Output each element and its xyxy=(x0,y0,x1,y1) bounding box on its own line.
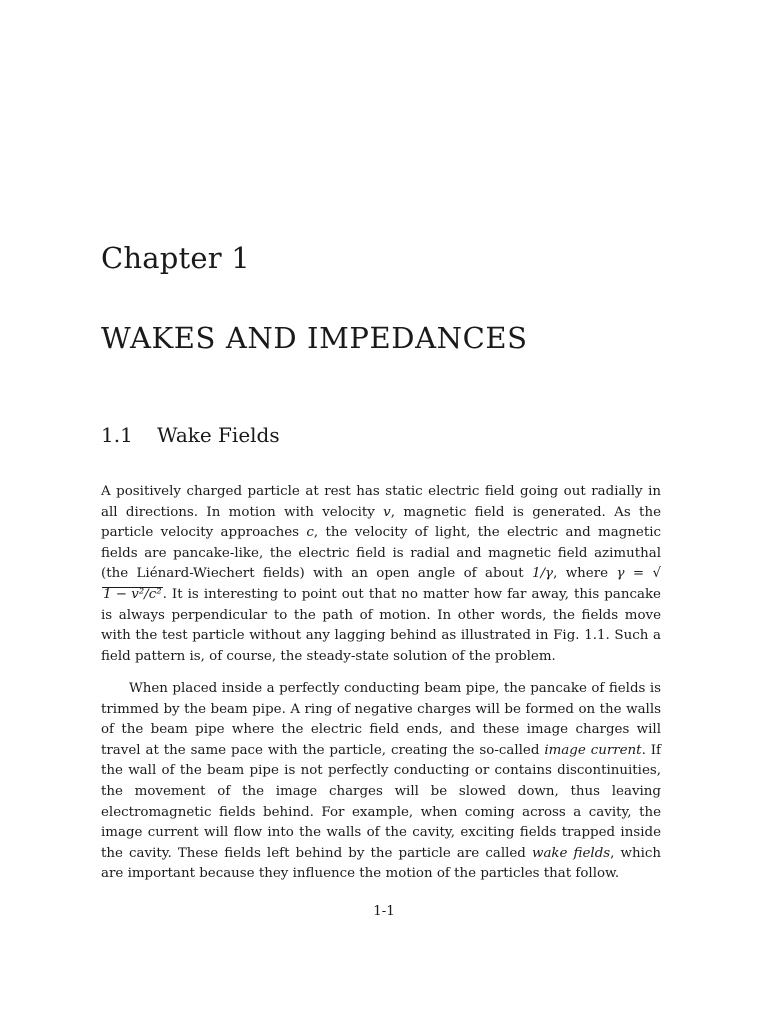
radical-sign: √ xyxy=(652,566,661,582)
image-current-term: image current xyxy=(544,742,642,758)
p2-text-3: , which are important because they influence the motion of the particles that follow. xyxy=(101,845,661,882)
velocity-symbol: v xyxy=(383,504,391,520)
paragraph-2 xyxy=(101,679,661,885)
section-heading xyxy=(101,420,280,450)
p1-text-1: A positively charged particle at rest has static electric field going out radially in all directions. In motion with velocity xyxy=(101,484,661,520)
chapter-title: WAKES AND IMPEDANCES xyxy=(101,321,528,355)
p2-text-1: When placed inside a perfectly conducting beam pipe, the pancake of fields is trimmed by the beam pipe. A ring of negative charges will be formed on the walls of the beam pipe where the electric field ends, and these image charges will travel at the same pace with the particle, creating the so-called xyxy=(101,681,661,758)
chapter-label: Chapter 1 xyxy=(101,241,250,275)
p1-text-5: . It is interesting to point out that no matter how far away, this pancake is always perpendicular to the path of motion. In other words, the fields move with the test particle without any lagging behind as illustrated in Fig. 1.1. Such a field pattern is, of course, the steady-state solution of the problem. xyxy=(101,586,661,664)
page-number: 1-1 xyxy=(373,904,395,919)
light-speed-symbol: c xyxy=(306,525,314,541)
sqrt-expression: 1 − v²/c² xyxy=(103,586,162,602)
p1-text-2: , magnetic field is generated. As the particle velocity approaches xyxy=(101,504,661,541)
section-number: 1.1 xyxy=(101,423,133,447)
gamma-equation-lhs: γ = xyxy=(616,566,653,582)
section-title: Wake Fields xyxy=(157,423,280,447)
p2-text-2: . If the wall of the beam pipe is not perfectly conducting or contains discontinuities, the movement of the image charges will be slowed down, thus leaving electromagnetic fields behind. For example, when coming across a cavity, the image current will flow into the walls of the cavity, exciting fields trapped inside the cavity. These fields left behind by the particle are called xyxy=(101,742,661,861)
p1-text-3: , the velocity of light, the electric and magnetic fields are pancake-like, the electric field is radial and magnetic field azimuthal (the Liénard-Wiechert fields) with an open angle of about xyxy=(101,525,661,582)
open-angle-expression: 1/γ xyxy=(532,566,554,582)
p1-text-4: , where xyxy=(553,566,617,582)
paragraph-1 xyxy=(101,482,661,667)
wake-fields-term: wake fields xyxy=(531,845,611,861)
